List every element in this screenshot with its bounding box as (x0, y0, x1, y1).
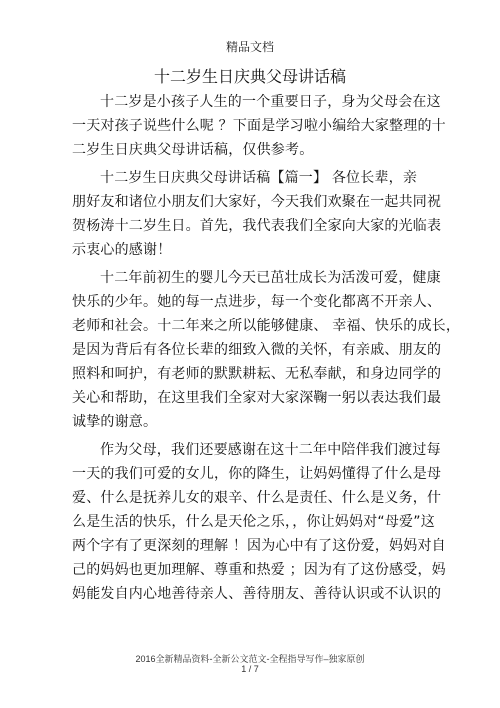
page-number: 1 / 7 (241, 664, 259, 674)
text-line: 老师和社会。十二年来之所以能够健康、 幸福、快乐的成长， (72, 318, 461, 334)
text-line: 是因为背后有各位长辈的细致入微的关怀，有亲戚、朋友的 (72, 342, 442, 358)
text-line: 十二岁生日庆典父母讲话稿【篇一】 各位长辈，亲 (100, 170, 418, 186)
text-line: 贺杨涛十二岁生日。首先，我代表我们全家向大家的光临表 (72, 218, 442, 234)
body-text (72, 90, 461, 606)
text-line: 十二岁是小孩子人生的一个重要日子，身为父母会在这 (100, 94, 441, 110)
text-line: 照料和呵护，有老师的默默耕耘、无私奉献，和身边同学的 (72, 366, 442, 382)
text-line: 十二年前初生的婴儿今天已茁壮成长为活泼可爱，健康 (100, 270, 441, 286)
text-line: 一天对孩子说些什么呢 ？下面是学习啦小编给大家整理的十 (72, 118, 446, 134)
doc-header: 精品文档 (225, 40, 274, 54)
text-line: 快乐的少年。她的每一点进步，每一个变化都离不开亲人、 (72, 294, 442, 310)
text-line: 一天的我们可爱的女儿，你的降生，让妈妈懂得了什么是母 (72, 466, 442, 482)
text-line: 朋好友和诸位小朋友们大家好，今天我们欢聚在一起共同祝 (72, 194, 442, 210)
text-line: 己的妈妈也更加理解、尊重和热爱 ；因为有了这份感受，妈 (72, 562, 446, 578)
text-line: 妈能发自内心地善待亲人、善待朋友、善待认识或不认识的 (72, 586, 442, 602)
footer-note: 2016全新精品资料-全新公文范文-全程指导写作–独家原创 (135, 654, 365, 664)
text-line: 么是生活的快乐，什么是天伦之乐，，你让妈妈对“母爱”这 (72, 514, 435, 530)
text-line: 两个字有了更深刻的理解 ！因为心中有了这份爱，妈妈对自 (72, 538, 446, 554)
text-line: 示衷心的感谢！ (72, 242, 172, 258)
text-line: 二岁生日庆典父母讲话稿，仅供参考。 (72, 142, 314, 158)
text-line: 关心和帮助，在这里我们全家对大家深鞠一躬以表达我们最 (72, 390, 442, 406)
page-title: 十二岁生日庆典父母讲话稿 (153, 67, 346, 86)
text-line: 作为父母，我们还要感谢在这十二年中陪伴我们渡过每 (100, 442, 441, 458)
text-line: 诚挚的谢意。 (72, 414, 158, 430)
text-line: 爱、什么是抚养儿女的艰辛、什么是责任、什么是义务，什 (72, 490, 442, 506)
